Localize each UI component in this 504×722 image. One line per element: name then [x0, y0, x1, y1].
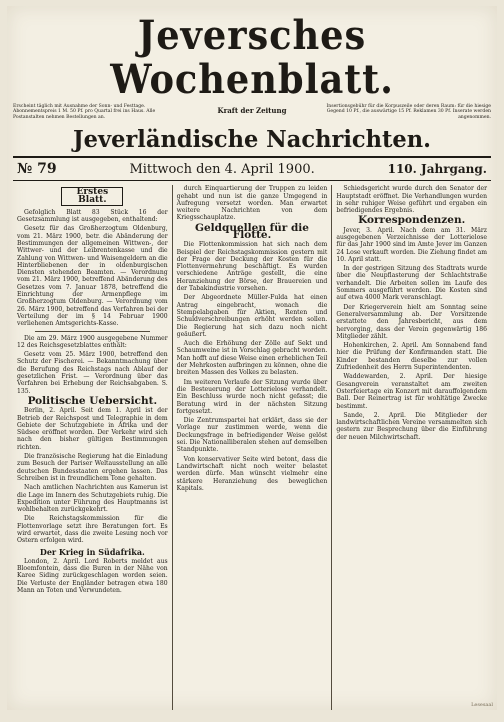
paragraph: London, 2. April. Lord Roberts meldet aus Bloemfontein, dass die Buren in der Nähe von Karee Siding zurückgeschlagen worden seien. Die Verluste der Engländer betragen etwa 180 Mann an Toten und Verwundeten.: [17, 557, 168, 595]
paragraph: Gesetz vom 25. März 1900, betreffend den Schutz der Fischerei. — Bekanntmachung über die Berufung des Reichstags nach Ablauf der gesetzlichen Frist. — Verordnung über das Verfahren bei Erhebung der Reichsabgaben. S. 135.: [17, 351, 168, 395]
subscription-info: Erscheint täglich mit Ausnahme der Sonn- und Festtage. Abonnementspreis 1 M. 50 Pf. pro Quartal frei ins Haus. Alle Postanstalten nehmen Bestellungen an.: [13, 104, 156, 120]
masthead-motto: Kraft der Zeitung: [217, 106, 287, 115]
paragraph: Sande, 2. April. Die Mitglieder der landwirtschaftlichen Vereine versammelten sich gestern zur Besprechung über die Einführung der neuen Milchwirtschaft.: [336, 411, 488, 441]
paragraph: Die Zentrumspartei hat erklärt, dass sie der Vorlage nur zustimmen werde, wenn die Deckungsfrage in befriedigender Weise gelöst sei. Die Nationalliberalen stehen auf demselben Standpunkte.: [176, 417, 328, 454]
paragraph: Jever, 3. April. Nach dem am 31. März ausgegebenen Verzeichnisse der Lotterielose für das Jahr 1900 sind im Amte Jever im Ganzen 24 Lose verkauft worden. Die Ziehung findet am 10. April statt.: [336, 226, 488, 263]
paragraph: Der Abgeordnete Müller-Fulda hat einen Antrag eingebracht, wonach die Stempelabgaben für Aktien, Renten und Schuldverschreibungen erhöht werden sollen. Die Regierung hat sich dazu noch nicht geäußert.: [176, 294, 328, 338]
paragraph: Die Reichstagskommission für die Flottenvorlage setzt ihre Beratungen fort. Es wird erwartet, dass die zweite Lesung noch vor Ostern erfolgen wird.: [17, 515, 168, 545]
section-heading-fleet: Geldquellen für die Flotte.: [195, 221, 309, 241]
masthead-subtitle: Jeverländische Nachrichten.: [72, 126, 432, 154]
issue-year: 110. Jahrgang.: [387, 162, 487, 177]
issue-number: № 79: [17, 161, 57, 178]
paragraph: Schiedsgericht wurde durch den Senator der Hauptstadt eröffnet. Die Verhandlungen wurden in sehr ruhiger Weise geführt und ergaben ein befriedigendes Ergebnis.: [336, 185, 488, 215]
paragraph: Die Flottenkommission hat sich nach dem Beispiel der Reichstagskommission gestern mit der Frage der Deckung der Kosten für die Flottenvermehrung beschäftigt. Es wurden verschiedene Anträge gestellt, die eine Heranziehung der Börse, der Brauereien und der Tabakindustrie vorsehen.: [176, 241, 328, 293]
paragraph: Nach amtlichen Nachrichten aus Kamerun ist die Lage im Innern des Schutzgebiets ruhig. Die Expedition unter Führung des Hauptmanns ist wohlbehalten zurückgekehrt.: [17, 484, 168, 514]
paragraph: Hohenkirchen, 2. April. Am Sonnabend fand hier die Prüfung der Konfirmanden statt. Die Kinder bestanden dieselbe zur vollen Zufriedenheit des Herrn Superintendenten.: [336, 342, 488, 372]
paragraph: In der gestrigen Sitzung des Stadtrats wurde über die Neupflasterung der Schlachtstraße verhandelt. Die Arbeiten sollen im Laufe des Sommers ausgeführt werden. Die Kosten sind auf etwa 4000 Mark veranschlagt.: [336, 265, 488, 302]
column-3: [331, 185, 491, 710]
paragraph: Gefolglich Blatt 83 Stück 16 der Gesetzsammlung ist ausgegeben, enthaltend:: [17, 208, 168, 224]
masthead-title: Jeversches Wochenblatt.: [110, 12, 394, 103]
advertising-info: Insertionsgebühr für die Korpuszeile oder deren Raum: für die hiesige Gegend 10 Pf., die auswärtige 15 Pf. Reklamen 30 Pf. Inserate werden angenommen.: [326, 104, 491, 120]
column-1: [13, 185, 172, 710]
issue-date: Mittwoch den 4. April 1900.: [129, 161, 315, 177]
newspaper-page: [7, 6, 497, 710]
section-heading-politics: Politische Uebersicht.: [27, 394, 158, 407]
paragraph: Von konservativer Seite wird betont, dass die Landwirtschaft nicht noch weiter belastet werden dürfe. Man wünscht vielmehr eine stärkere Heranziehung des beweglichen Kapitals.: [176, 455, 328, 492]
section-heading-war: Der Krieg in Südafrika.: [39, 546, 145, 557]
paragraph: Im weiteren Verlaufe der Sitzung wurde über die Besteuerung der Lotterielose verhandelt. Ein Beschluss wurde noch nicht gefasst; die Beratung wird in der nächsten Sitzung fortgesetzt.: [176, 378, 328, 415]
paragraph: Die französische Regierung hat die Einladung zum Besuch der Pariser Weltausstellung an alle deutschen Bundesstaaten ergehen lassen. Das Schreiben ist in freundlichem Tone gehalten.: [17, 453, 168, 482]
dateline: [13, 156, 491, 181]
divider: [35, 331, 150, 332]
column-2: [172, 185, 332, 710]
paragraph: Die am 29. März 1900 ausgegebene Nummer 12 des Reichsgesetzblattes enthält:: [17, 334, 168, 349]
archive-stamp: Lesesaal: [471, 702, 493, 708]
paragraph: durch Einquartierung der Truppen zu leiden gehabt und nun ist die ganze Umgegend in Aufregung versetzt worden. Man erwartet weitere Nachrichten von dem Kriegsschauplatze.: [176, 185, 328, 222]
paragraph: Gesetz für das Großherzogtum Oldenburg, vom 21. März 1900, betr. die Abänderung der Bestimmungen der allgemeinen Wittwen-, der Wittwer- und der Leibrentenkasse und die Zahlung von Wittwen- und Waisengeldern an die Hinterbliebenen der in oldenburgischen Diensten stehenden Beamten. — Verordnung vom 21. März 1900, betreffend Abänderung des Gesetzes vom 7. Januar 1878, betreffend die Einrichtung der Armenpflege im Großherzogtum Oldenburg. — Verordnung vom 26. März 1900, betreffend das Verfahren bei der Verteilung der im § 14 Februar 1900 verliehenen Amtsgerichts-Kasse.: [17, 225, 168, 328]
article-columns: [13, 185, 491, 710]
section-heading-erstes-blatt: Erstes Blatt.: [61, 187, 123, 206]
paragraph: Der Kriegerverein hielt am Sonntag seine Generalversammlung ab. Der Vorsitzende erstattete den Jahresbericht, aus dem hervorging, dass der Verein gegenwärtig 186 Mitglieder zählt.: [336, 303, 488, 340]
masthead-subline: [7, 104, 497, 120]
paragraph: Auch die Erhöhung der Zölle auf Sekt und Schaumweine ist in Vorschlag gebracht worden. Man hofft auf diese Weise einen erheblichen Teil der Mehrkosten aufbringen zu können, ohne die breiten Massen des Volkes zu belasten.: [176, 340, 328, 377]
paragraph: Waddewarden, 2. April. Der hiesige Gesangverein veranstaltet am zweiten Osterfeiertage ein Konzert mit darauffolgendem Ball. Der Reinertrag ist für wohltätige Zwecke bestimmt.: [336, 373, 488, 410]
paragraph: Berlin, 2. April. Seit dem 1. April ist der Betrieb der Reichspost und Telegraphie in dem Gebiete der Schutzgebiete in Afrika und der Südsee eröffnet worden. Der Verkehr wird sich nach den bisher gültigen Bestimmungen richten.: [17, 407, 168, 451]
section-heading-correspondence: Korrespondenzen.: [358, 214, 466, 227]
